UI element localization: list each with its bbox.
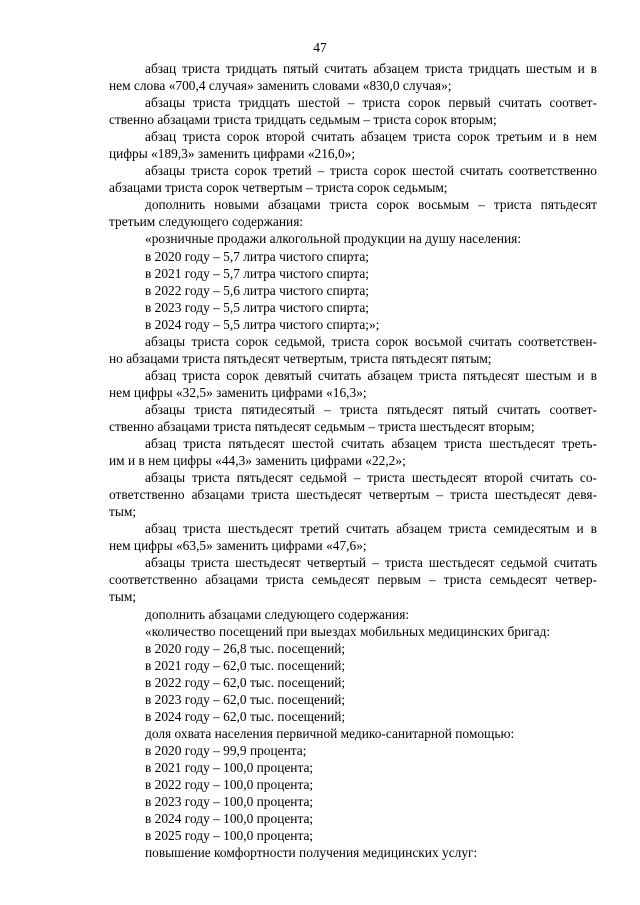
text-line: в 2021 году – 100,0 процента; — [145, 759, 314, 775]
text-line: абзацы триста тридцать шестой – триста сорок первый считать соответ- — [145, 95, 597, 111]
document-body — [109, 60, 597, 861]
text-line: третьим следующего содержания: — [109, 214, 304, 230]
text-line: в 2024 году – 5,5 литра чистого спирта;»; — [145, 316, 380, 332]
text-line: абзацы триста сорок третий – триста сорок шестой считать соответственно — [145, 163, 597, 179]
text-line: в 2023 году – 5,5 литра чистого спирта; — [145, 299, 369, 315]
text-line: абзац триста сорок девятый считать абзацем триста пятьдесят шестым и в — [145, 367, 597, 383]
text-line: ственно абзацами триста пятьдесят седьмым – триста шестьдесят вторым; — [109, 418, 535, 434]
text-line: «количество посещений при выездах мобильных медицинских бригад: — [145, 623, 551, 639]
page-number: 47 — [313, 40, 327, 55]
text-line: в 2022 году – 5,6 литра чистого спирта; — [145, 282, 369, 298]
text-line: абзац триста тридцать пятый считать абзацем триста тридцать шестым и в — [145, 61, 597, 76]
text-line: но абзацами триста пятьдесят четвертым, триста пятьдесят пятым; — [109, 350, 492, 366]
text-line: в 2021 году – 62,0 тыс. посещений; — [145, 657, 346, 673]
text-line: в 2020 году – 5,7 литра чистого спирта; — [145, 248, 369, 264]
text-line: абзацы триста шестьдесят четвертый – триста шестьдесят седьмой считать — [145, 555, 597, 571]
text-line: в 2024 году – 62,0 тыс. посещений; — [145, 708, 346, 724]
text-line: ственно абзацами триста тридцать седьмым – триста сорок вторым; — [109, 112, 497, 128]
text-line: нем слова «700,4 случая» заменить словами «830,0 случая»; — [109, 78, 452, 94]
text-line: в 2021 году – 5,7 литра чистого спирта; — [145, 265, 369, 281]
text-line: в 2023 году – 100,0 процента; — [145, 794, 314, 810]
text-line: «розничные продажи алкогольной продукции на душу населения: — [145, 231, 522, 247]
text-line: абзац триста сорок второй считать абзацем триста сорок третьим и в нем — [145, 129, 597, 145]
text-line: в 2022 году – 62,0 тыс. посещений; — [145, 674, 346, 690]
text-line: им и в нем цифры «44,3» заменить цифрами «22,2»; — [109, 453, 406, 469]
text-line: тым; — [109, 589, 137, 605]
text-line: в 2023 году – 62,0 тыс. посещений; — [145, 691, 346, 707]
text-line: ответственно абзацами триста шестьдесят четвертым – триста шестьдесят девя- — [109, 487, 597, 503]
text-line: абзацами триста сорок четвертым – триста сорок седьмым; — [109, 180, 448, 196]
text-line: соответственно абзацами триста семьдесят первым – триста семьдесят четвер- — [109, 572, 597, 588]
text-line: абзацы триста пятидесятый – триста пятьдесят пятый считать соответ- — [145, 401, 597, 417]
text-line: нем цифры «63,5» заменить цифрами «47,6»; — [109, 538, 367, 554]
text-line: в 2024 году – 100,0 процента; — [145, 811, 314, 827]
text-line: в 2022 году – 100,0 процента; — [145, 776, 314, 792]
text-line: абзац триста шестьдесят третий считать абзацем триста семидесятым и в — [145, 521, 597, 537]
text-line: в 2020 году – 99,9 процента; — [145, 742, 307, 758]
text-line: абзацы триста сорок седьмой, триста сорок восьмой считать соответствен- — [145, 333, 597, 349]
text-line: в 2025 году – 100,0 процента; — [145, 828, 314, 844]
text-line: абзацы триста пятьдесят седьмой – триста шестьдесят второй считать со- — [145, 470, 597, 486]
text-line: нем цифры «32,5» заменить цифрами «16,3»; — [109, 384, 367, 400]
text-line: дополнить абзацами следующего содержания: — [145, 606, 410, 622]
text-line: доля охвата населения первичной медико-санитарной помощью: — [145, 725, 515, 741]
text-line: дополнить новыми абзацами триста сорок восьмым – триста пятьдесят — [145, 197, 597, 213]
text-line: повышение комфортности получения медицинских услуг: — [145, 845, 478, 861]
text-line: абзац триста пятьдесят шестой считать абзацем триста шестьдесят треть- — [145, 436, 597, 452]
text-line: тым; — [109, 504, 137, 520]
text-line: цифры «189,3» заменить цифрами «216,0»; — [109, 146, 356, 162]
text-line: в 2020 году – 26,8 тыс. посещений; — [145, 640, 346, 656]
